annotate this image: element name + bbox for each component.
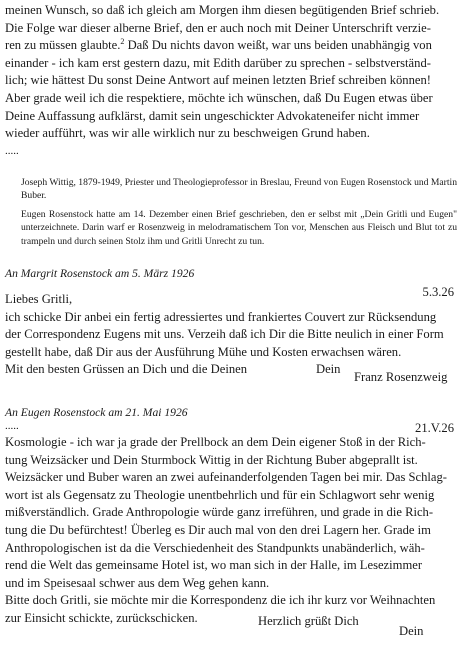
text-line: Bitte doch Gritli, sie möchte mir die Korrespondenz die ich ihr kurz vor Weihnachten [5,593,436,608]
text-line: meinen Wunsch, so daß ich gleich am Morgen ihm diesen begütigenden Brief schrieb. [5,3,440,17]
text-line [5,37,457,55]
ellipsis: ..... [5,144,19,157]
salutation: Liebes Gritli, [5,292,73,306]
text-line: tung die Du befürchtest! Überleg es Dir auch mal von den drei Lagern her. Grade im [5,522,431,537]
text-line: und im Speisesaal schwer aus dem Weg gehen kann. [5,575,270,590]
text-fragment: Daß Du nichts davon weißt, war uns beiden unabhängig von [127,38,432,53]
letter-3-body [5,434,457,628]
letter-3-closing: Herzlich grüßt Dich [258,614,359,628]
text-line: Kosmologie - ich war ja grade der Prellbock an dem Dein eigener Stoß in der Rich- [5,435,426,449]
text-line: Aber grade weil ich die respektiere, möchte ich wünschen, daß Du Eugen etwas über [5,90,433,105]
letter-3-heading: An Eugen Rosenstock am 21. Mai 1926 [5,406,188,419]
letter-2-closing: Dein [316,362,341,376]
text-line: gestellt habe, daß Dir aus der Ausführung Mühe und Kosten erwachsen wären. [5,344,402,359]
text-line: Weizsäcker und Buber waren an zwei aufeinanderfolgenden Tagen bei mir. Das Schlag- [5,470,447,485]
text-line: zur Einsicht schickte, zurückschicken. [5,610,198,625]
text-line: Deine Auffassung aufklärst, damit sein ungeschickter Advokateneifer nicht immer [5,108,420,123]
footnote-text: Joseph Wittig, 1879-1949, Priester und Theologieprofessor in Breslau, Freund von Eugen Rosenstock und Martin Buber. [21,177,457,202]
text-line: einander - ich kam erst gestern dazu, mit Edith darüber zu sprechen - selbstverständ- [5,55,431,70]
text-line: mißverständlich. Grade Anthropologie würde ganz irreführen, und grade in die Rich- [5,505,434,520]
letter-3-signature: Dein [399,624,424,638]
text-line: ich schicke Dir anbei ein fertig adressiertes und frankiertes Couvert zur Rücksendung [5,309,437,324]
text-line: wieder aufführt, was wir alle wirklich nur zu beschweigen Grund haben. [5,126,370,141]
footnote-1 [5,176,457,203]
text-line: der Correspondenz Eugens mit uns. Verzeih daß ich Dir die Bitte neulich in einer Form [5,327,444,342]
letter-2-date: 5.3.26 [422,285,454,299]
letter-3-date: 21.V.26 [415,421,454,435]
ellipsis: ..... [5,420,19,432]
letter-2-body [5,291,457,379]
text-line: Mit den besten Grüssen an Dich und die Deinen [5,362,248,377]
text-fragment: ren zu müssen glaubte. [5,38,121,53]
text-line: Die Folge war dieser alberne Brief, den er auch noch mit Deiner Unterschrift verzie- [5,20,431,35]
letter-1-body [5,2,457,160]
letter-2-heading: An Margrit Rosenstock am 5. März 1926 [5,267,195,280]
letter-2-signature: Franz Rosenzweig [354,370,448,384]
footnote-text: Eugen Rosenstock hatte am 14. Dezember einen Brief geschrieben, den er selbst mit „Dein Gritli und Eugen" unterzeichnete. Darin warf er Rosenzweig in melodramatischem Ton vor, Menschen aus Fleisch und Blut tot zu trampeln und durch seinen Stolz ihm und Gritli Unrecht zu tun. [21,208,457,247]
footnotes [5,176,457,248]
footnote-2 [5,208,457,248]
footnote-reference: 2 [120,37,125,46]
text-line: Anthropologischen ist da die Verschiedenheit des Standpunkts unabänderlich, wäh- [5,540,425,555]
text-line: rend die Welt das gemeinsame Hotel ist, wo man sich in der Halle, im Lesezimmer [5,558,423,573]
text-line: lich; wie hättest Du sonst Deine Antwort auf meinen letzten Brief schreiben können! [5,73,431,88]
text-line: wort ist als Gegensatz zu Theologie unentbehrlich und für ein Schlagwort sehr wenig [5,487,435,502]
text-line: tung Weizsäcker und Dein Sturmbock Wittig in der Richtung Buber abgeprallt ist. [5,452,418,467]
